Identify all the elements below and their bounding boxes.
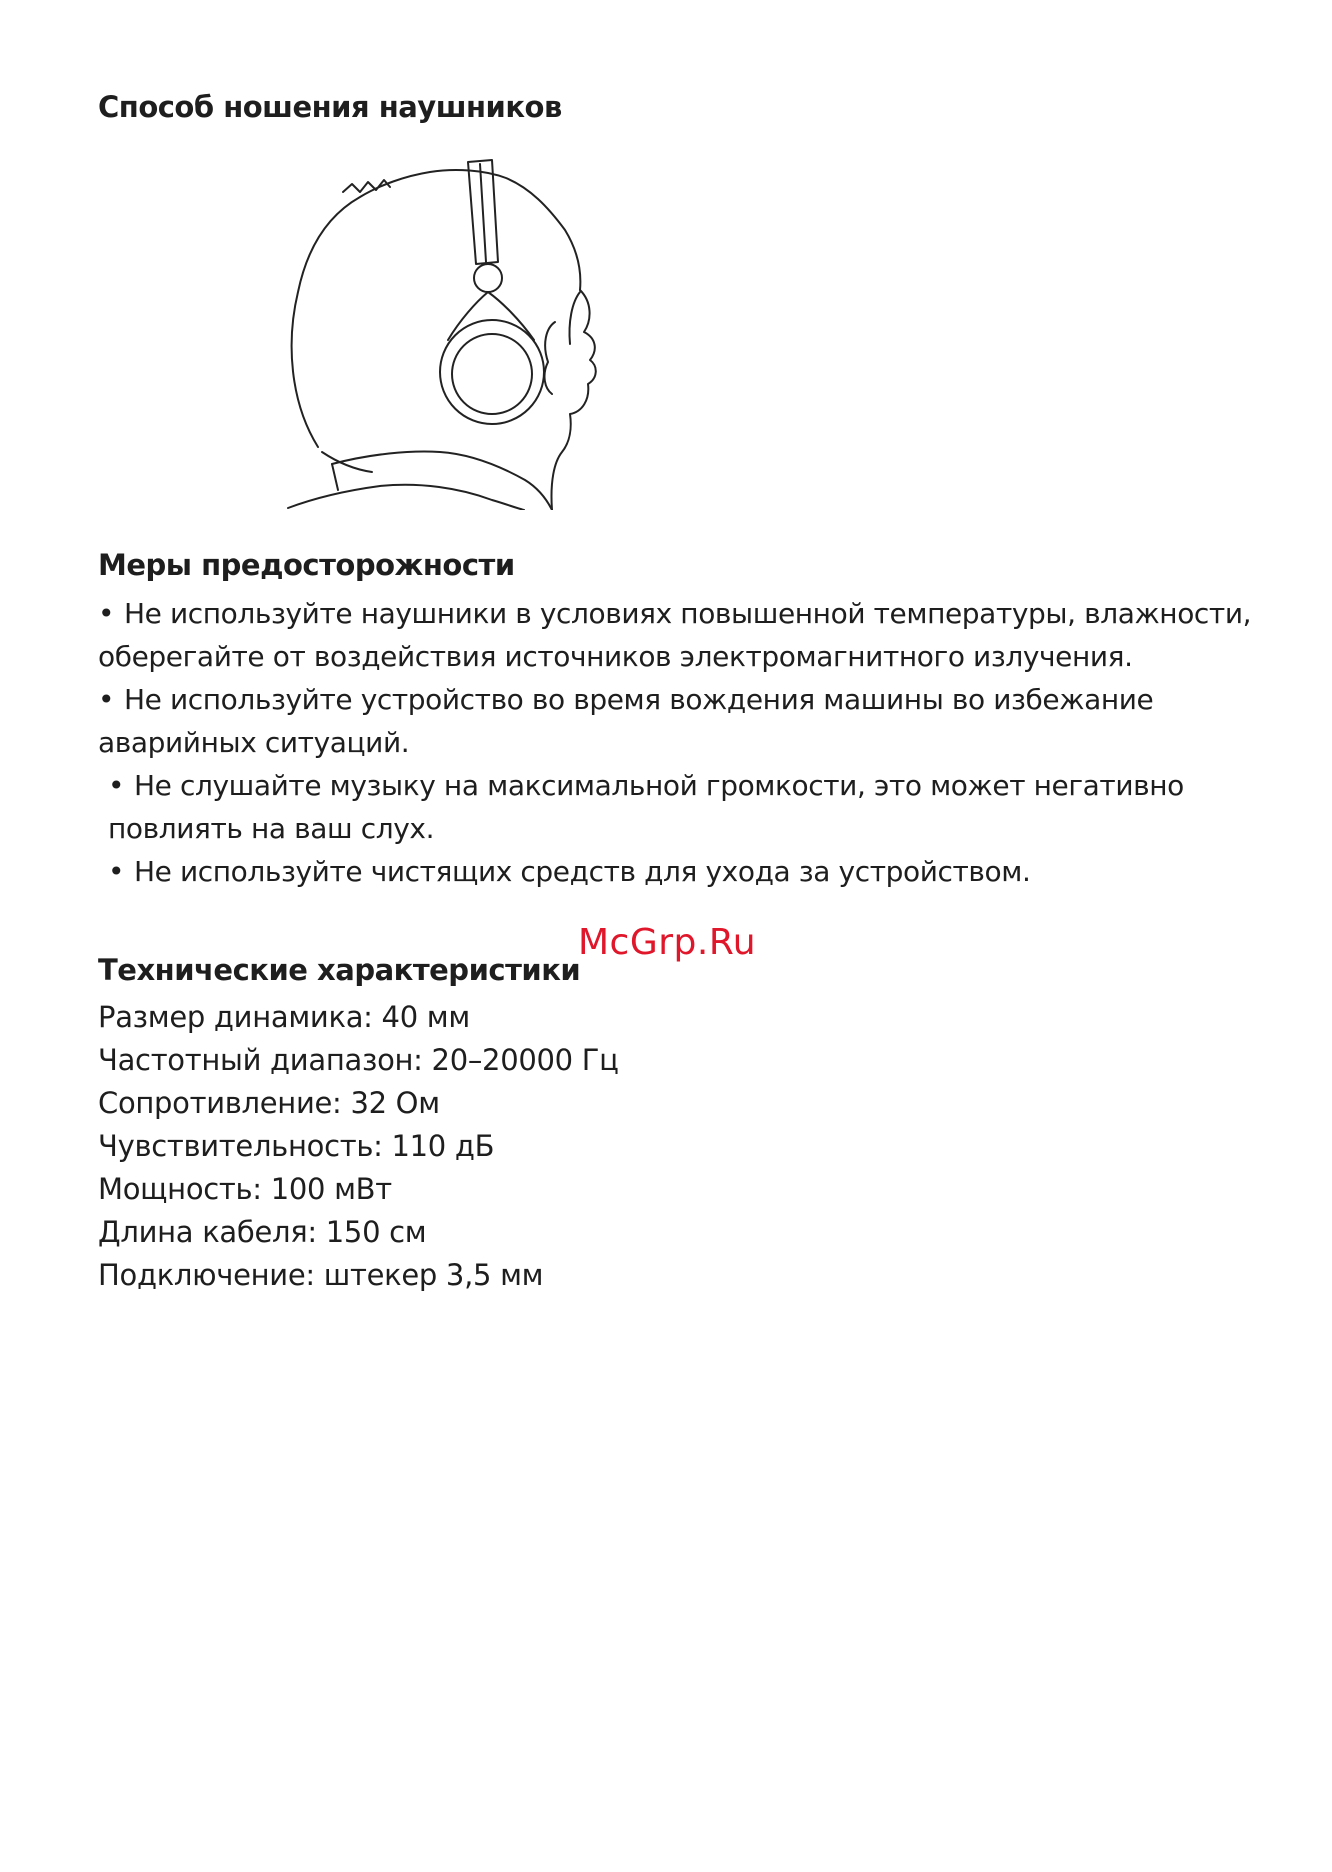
nose-detail (569, 292, 580, 344)
bullet-marker: • (98, 683, 115, 716)
precaution-item (98, 592, 1258, 678)
precaution-text: Не используйте наушники в условиях повышенной температуры, влажности, оберегайте от воздействия источников электромагнитного излучения. (98, 597, 1252, 673)
precaution-text: Не используйте устройство во время вождения машины во избежание аварийных ситуаций. (98, 683, 1154, 759)
precaution-text: Не используйте чистящих средств для ухода за устройством. (134, 855, 1031, 888)
collar-bottom (288, 485, 524, 510)
bullet-marker: • (108, 769, 125, 802)
precaution-item (98, 764, 1258, 850)
headband-inner (480, 164, 486, 262)
spec-power: Мощность: 100 мВт (98, 1172, 392, 1206)
spec-cable-length: Длина кабеля: 150 см (98, 1215, 427, 1249)
specs-heading: Технические характеристики (98, 953, 581, 987)
collar-top (332, 452, 552, 511)
bullet-marker: • (98, 597, 115, 630)
spec-sensitivity: Чувствительность: 110 дБ (98, 1129, 495, 1163)
neck-line (322, 452, 372, 472)
spec-connection: Подключение: штекер 3,5 мм (98, 1258, 544, 1292)
precaution-item (98, 850, 1258, 893)
face-outline (551, 290, 595, 510)
wearing-heading: Способ ношения наушников (98, 90, 562, 124)
precautions-heading: Меры предосторожности (98, 548, 515, 582)
watermark: McGrp.Ru (578, 922, 757, 963)
ear-cup-yoke (448, 292, 534, 340)
ear-outline (545, 322, 555, 394)
precaution-item (98, 678, 1258, 764)
collar-front (332, 464, 338, 490)
headphones-wearing-illustration (280, 152, 640, 510)
spec-impedance: Сопротивление: 32 Ом (98, 1086, 440, 1120)
headband-joint (474, 264, 502, 292)
spec-speaker-size: Размер динамика: 40 мм (98, 1000, 470, 1034)
head-outline (292, 170, 581, 447)
spec-frequency-range: Частотный диапазон: 20–20000 Гц (98, 1043, 619, 1077)
ear-cup-outer (440, 320, 544, 424)
specs-list (98, 996, 619, 1297)
precaution-text: Не слушайте музыку на максимальной громкости, это может негативно повлиять на ваш слух. (108, 769, 1184, 845)
ear-cup-inner (452, 334, 532, 414)
bullet-marker: • (108, 855, 125, 888)
precautions-list (98, 592, 1258, 893)
